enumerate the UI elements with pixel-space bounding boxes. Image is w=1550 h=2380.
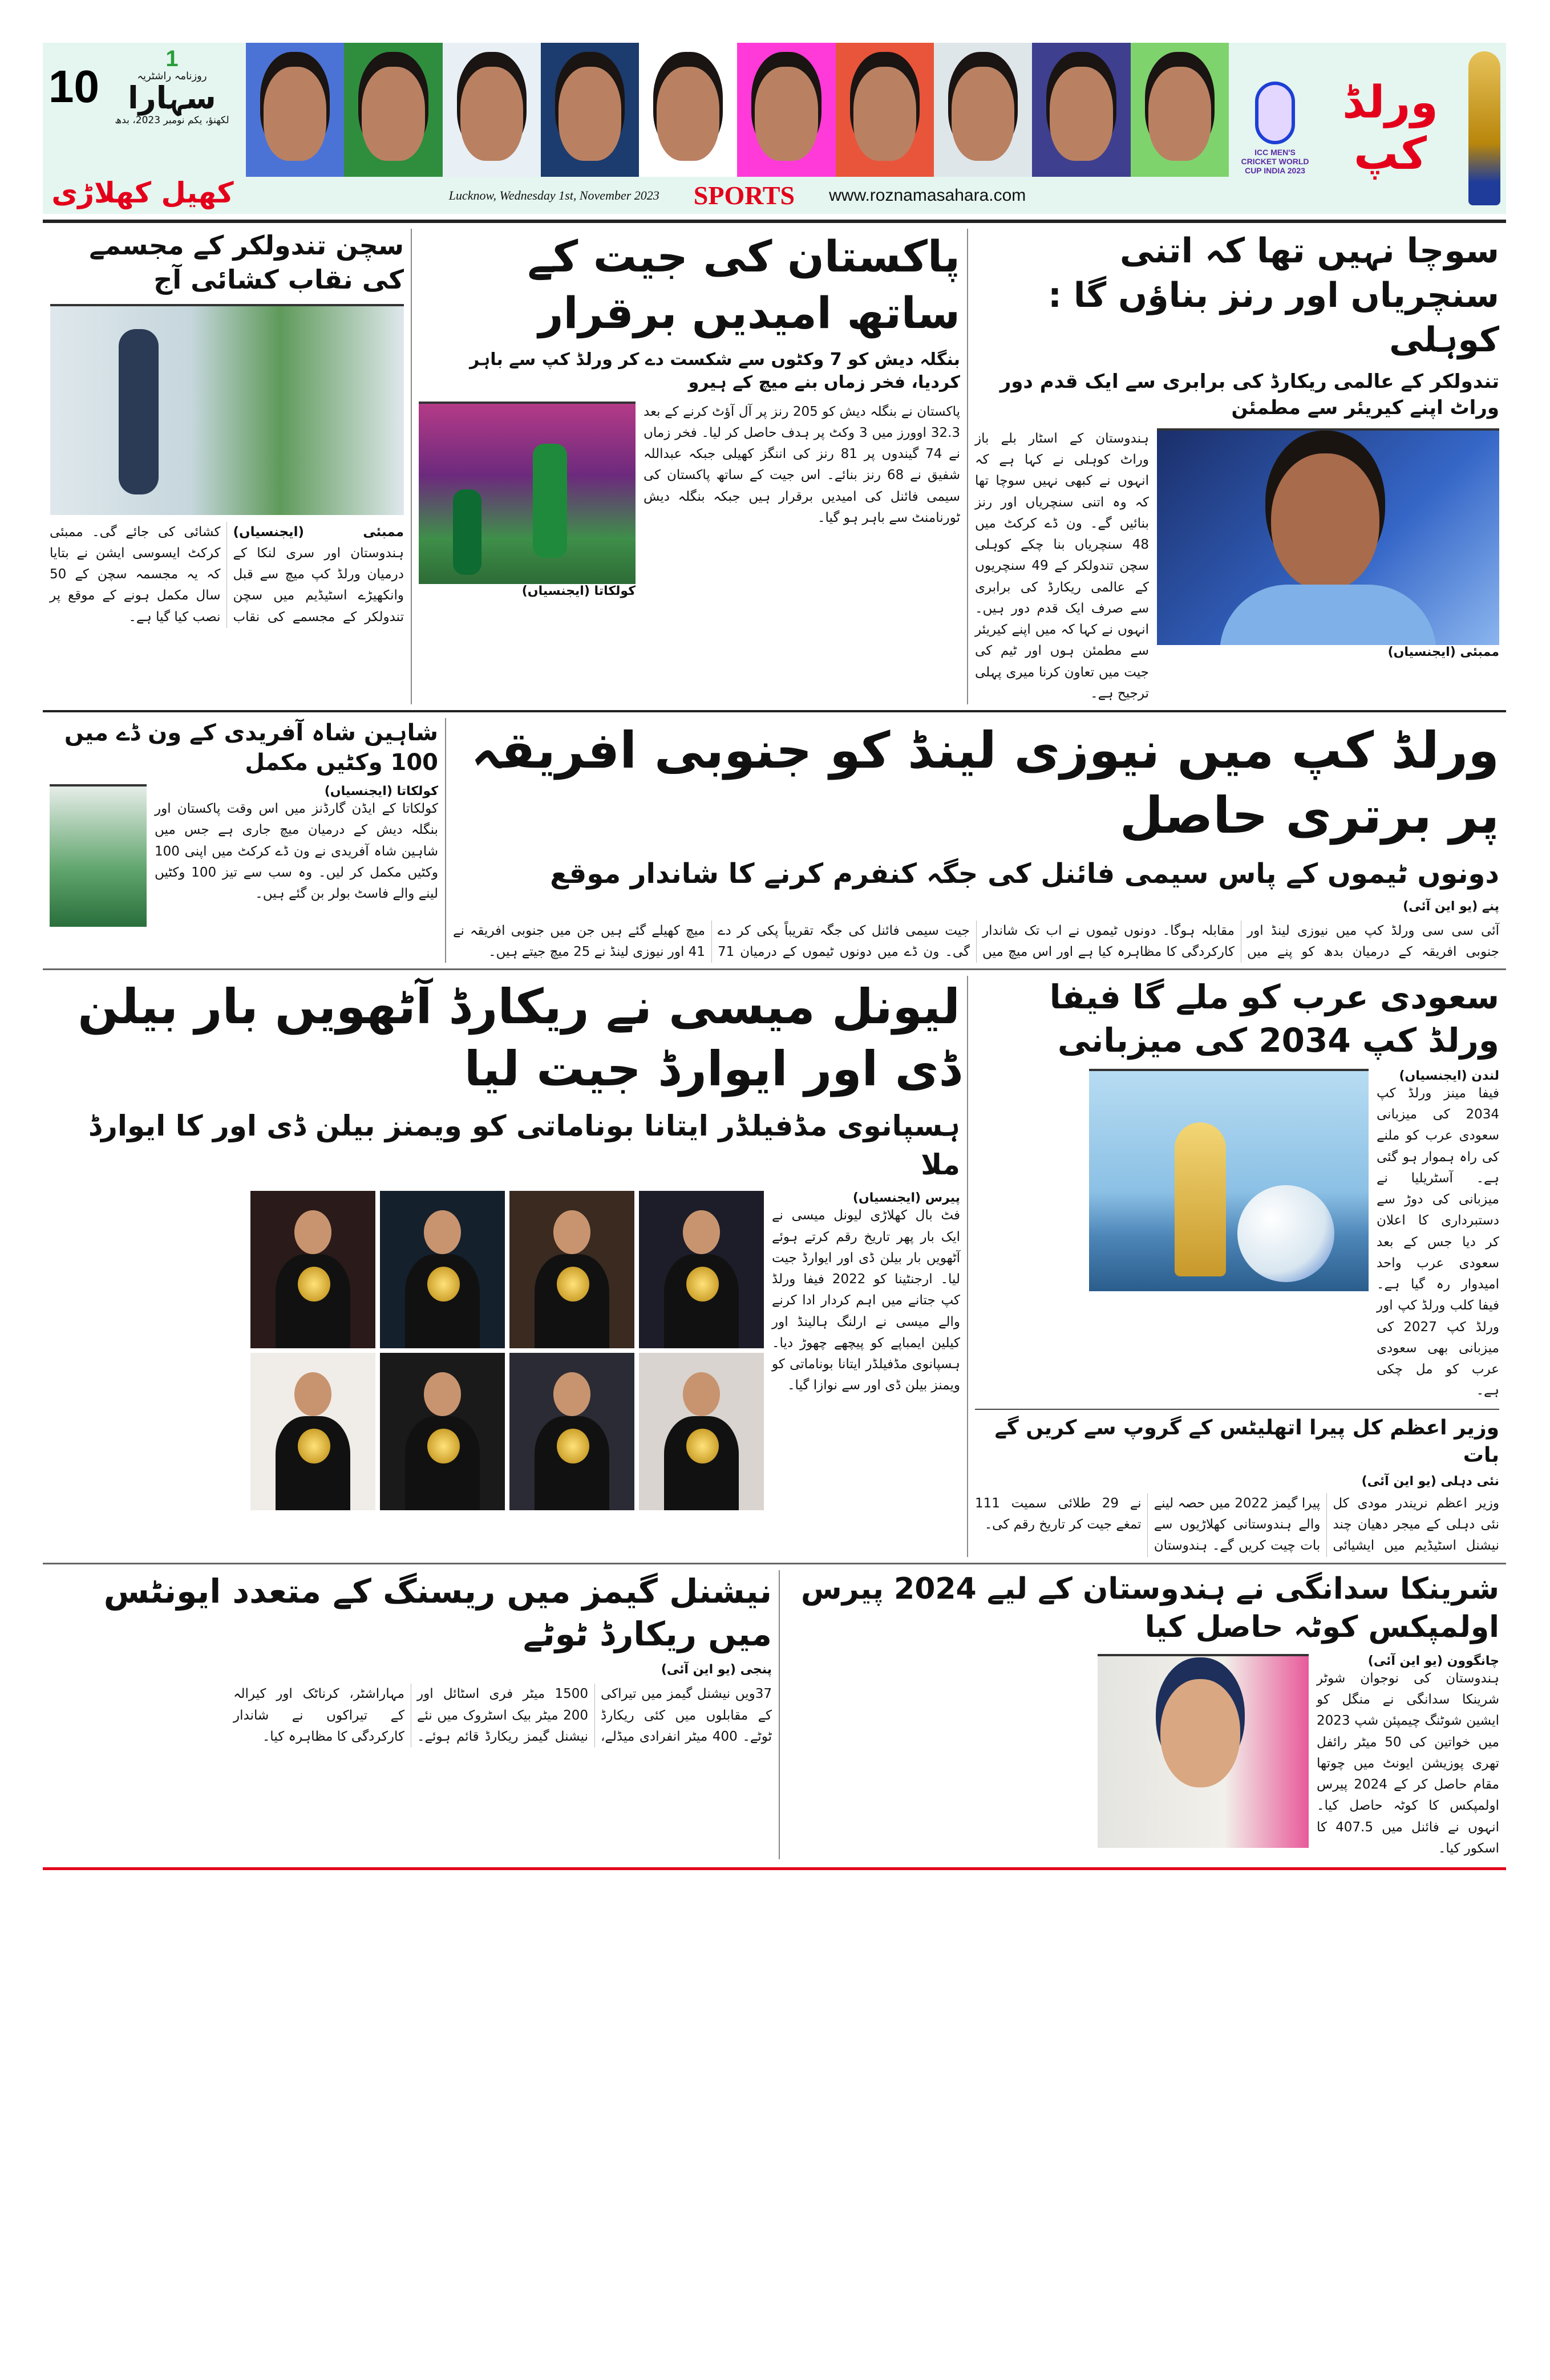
footer-rule — [43, 1867, 1506, 1870]
masthead — [43, 43, 1506, 214]
dateline: لندن (ایجنسیاں) — [1399, 1068, 1499, 1083]
headline: نیشنل گیمز میں ریسنگ کے متعدد ایونٹس میں ریکارڈ ٹوٹے — [103, 1571, 772, 1653]
cricket-world-cup-logo — [1238, 82, 1312, 175]
logo-tagline: روزنامہ راشٹریہ — [137, 70, 207, 82]
article-body — [644, 402, 960, 529]
divider — [43, 710, 1506, 712]
shooter-photo — [1098, 1654, 1309, 1848]
messi-photo — [509, 1353, 634, 1510]
photo-caption: کولکاتا (ایجنسیاں) — [521, 583, 636, 598]
body-text: ہندوستان کی نوجوان شوٹر شرینکا سدانگی نے منگل کو ایشین شوٹنگ چیمپئن شپ 2023 میں خواتین کی 50 میٹر رائفل تھری پوزیشن ایونٹ میں چوتھا مقام حاصل کر کے 2024 پیرس اولمپکس کا کوٹہ حاصل کیا۔ انہوں نے فائنل میں 407.5 کا اسکور کیا۔ — [1317, 1671, 1500, 1856]
section-title-urdu: کھیل کھلاڑی — [51, 176, 234, 209]
world-cup-trophy-photo — [1089, 1069, 1369, 1291]
photo-caption: ممبئی (ایجنسیاں) — [1387, 644, 1499, 659]
urdu-date: لکھنؤ، یکم نومبر 2023، بدھ — [115, 114, 229, 126]
divider — [43, 220, 1506, 223]
player-photo — [246, 43, 344, 177]
masthead-left — [48, 43, 237, 214]
article-sachin-statue — [43, 229, 411, 704]
messi-photo-collage — [250, 1191, 764, 1510]
player-photo — [443, 43, 541, 177]
messi-photo — [639, 1353, 764, 1510]
article-kohli — [967, 229, 1506, 704]
headline: سعودی عرب کو ملے گا فیفا ورلڈ کپ 2034 کی میزبانی — [1049, 978, 1499, 1060]
player-photo — [737, 43, 835, 177]
kohli-photo — [1157, 428, 1499, 645]
article-body — [155, 798, 438, 905]
subheadline: تندولکر کے عالمی ریکارڈ کی برابری سے ایک قدم دور وراٹ اپنے کیریئر سے مطمئن — [999, 370, 1499, 419]
divider — [43, 1563, 1506, 1564]
body-text: کولکاتا کے ایڈن گارڈنز میں اس وقت پاکستان اور بنگلہ دیش کے درمیان میچ جاری ہے جس میں شاہین شاہ آفریدی نے ون ڈے کرکٹ میں اپنی 100 وکٹیں مکمل کر لیں۔ وہ سب سے تیز 100 وکٹیں لینے والے فاسٹ بولر بن گئے ہیں۔ — [155, 801, 438, 902]
trophy-icon — [1468, 51, 1500, 205]
article-pakistan — [411, 229, 967, 704]
body-text: پاکستان نے بنگلہ دیش کو 205 رنز پر آل آؤٹ کرنے کے بعد 32.3 اوورز میں 3 وکٹ پر ہدف حاصل کر لیا۔ فخر زماں نے 74 گیندوں پر 81 رنز کی اننگز کھیلی جبکہ عبداللہ شفیق نے 68 رنز بنائے۔ اس جیت کے ساتھ پاکستان کی سیمی فائنل کی امیدیں برقرار ہیں جبکہ بنگلہ دیش ٹورنامنٹ سے باہر ہو گیا۔ — [644, 404, 961, 525]
messi-photo — [380, 1191, 505, 1348]
body-text: فیفا مینز ورلڈ کپ 2034 کی میزبانی سعودی عرب کو ملنے کی راہ ہموار ہو گئی ہے۔ آسٹریلیا نے میزبانی کی دوڑ سے دستبرداری کا اعلان کر دیا جس کے بعد سعودی عرب واحد امیدوار رہ گیا ہے۔ فیفا کلب ورلڈ کپ اور ورلڈ کپ 2027 کی میزبانی بھی سعودی عرب کو مل چکی ہے۔ — [1377, 1085, 1500, 1398]
logo-emblem-icon: 1 — [165, 46, 179, 71]
pm-news-box — [975, 1409, 1499, 1557]
dateline: پنے (یو این آئی) — [1403, 899, 1499, 914]
player-photo — [639, 43, 737, 177]
body-text: وزیر اعظم نریندر مودی کل نئی دہلی کے میجر دھیان چند نیشنل اسٹیڈیم میں ایشیائی پیرا گیمز 2022 میں حصہ لینے والے ہندوستانی کھلاڑیوں سے بات چیت کریں گے۔ ہندوستان نے 29 طلائی سمیت 111 تمغے جیت کر تاریخ رقم کی۔ — [975, 1495, 1499, 1554]
headline: ورلڈ کپ میں نیوزی لینڈ کو جنوبی افریقہ پر برتری حاصل — [471, 721, 1499, 845]
world-cup-emblem-icon — [1255, 82, 1295, 144]
player-photo — [1131, 43, 1229, 177]
body-text: آئی سی سی ورلڈ کپ میں نیوزی لینڈ اور جنوبی افریقہ کے درمیان بدھ کو پنے میں مقابلہ ہوگا۔ دونوں ٹیموں نے اب تک شاندار کارکردگی کا مظاہرہ کیا ہے اور اس میچ میں جیت سیمی فائنل کی جگہ تقریباً پکی کر دے گی۔ ون ڈے میں دونوں ٹیموں کے درمیان 71 میچ کھیلے گئے ہیں جن میں جنوبی افریقہ نے 41 اور نیوزی لینڈ نے 25 میچ جیتے ہیں۔ — [453, 923, 1499, 959]
body-text: فٹ بال کھلاڑی لیونل میسی نے ایک بار پھر تاریخ رقم کرتے ہوئے آٹھویں بار بیلن ڈی اور ایوارڈ جیت لیا۔ ارجنٹینا کو 2022 فیفا ورلڈ کپ جتانے میں اہم کردار ادا کرنے والے میسی نے ارلنگ ہالینڈ اور کیلین ایمباپے کو پیچھے چھوڑ دیا۔ ہسپانوی مڈفیلڈر ایتانا بوناماتی کو ویمنز بیلن ڈی اور سے نوازا گیا۔ — [772, 1208, 961, 1393]
pm-headline: وزیر اعظم کل پیرا اتھلیٹس کے گروپ سے کریں گے بات — [994, 1416, 1499, 1467]
player-photo — [541, 43, 639, 177]
body-text: ہندوستان اور سری لنکا کے درمیان ورلڈ کپ میچ سے قبل وانکھیڑے اسٹیڈیم میں سچن تندولکر کے مجسمے کی نقاب کشائی کی جائے گی۔ ممبئی کرکٹ ایسوسی ایشن نے بتایا کہ یہ مجسمہ سچن کے 50 سال مکمل ہونے کے موقع پر نصب کیا گیا ہے۔ — [50, 524, 404, 625]
messi-photo — [380, 1353, 505, 1510]
article-body — [453, 921, 1499, 963]
dateline: نئی دہلی (یو این آئی) — [1361, 1474, 1499, 1489]
headline: لیونل میسی نے ریکارڈ آٹھویں بار بیلن ڈی اور ایوارڈ جیت لیا — [78, 979, 960, 1097]
dateline: پیرس (ایجنسیاں) — [852, 1191, 960, 1206]
messi-photo — [639, 1191, 764, 1348]
player-photo — [836, 43, 934, 177]
row-2 — [43, 718, 1506, 963]
subheadline: بنگلہ دیش کو 7 وکٹوں سے شکست دے کر ورلڈ کپ سے باہر کردیا، فخر زماں بنے میچ کے ہیرو — [469, 349, 960, 393]
article-body — [975, 1493, 1499, 1557]
page-number: 10 — [48, 60, 99, 112]
article-shaheen — [43, 718, 445, 963]
messi-photo — [250, 1353, 375, 1510]
divider — [43, 968, 1506, 970]
row-1 — [43, 229, 1506, 704]
headline: شرینکا سدانگی نے ہندوستان کے لیے 2024 پیرس اولمپکس کوٹہ حاصل کیا — [801, 1571, 1499, 1645]
dateline: ممبئی (ایجنسیاں) — [233, 524, 404, 540]
article-national-games-swimming — [43, 1570, 779, 1859]
headline: شاہین شاہ آفریدی کے ون ڈے میں 100 وکٹیں مکمل — [64, 720, 438, 776]
headline: سوچا نہیں تھا کہ اتنی سنچریاں اور رنز بناؤں گا : کوہلی — [1047, 231, 1499, 360]
logo-name: سہارا — [128, 80, 216, 116]
dateline: پنجی (یو این آئی) — [661, 1663, 772, 1677]
shaheen-photo — [50, 784, 147, 927]
player-photo — [344, 43, 442, 177]
section-title-english: SPORTS — [693, 181, 795, 210]
article-shooting-olympic-quota — [779, 1570, 1506, 1859]
article-body — [1317, 1668, 1499, 1859]
messi-photo — [509, 1191, 634, 1348]
subheadline: دونوں ٹیموں کے پاس سیمی فائنل کی جگہ کنفرم کرنے کا شاندار موقع — [550, 857, 1499, 890]
article-body — [772, 1205, 960, 1396]
article-messi — [43, 976, 967, 1556]
body-text: ہندوستان کے اسٹار بلے باز وراٹ کوہلی نے کہا ہے کہ انہوں نے کبھی نہیں سوچا تھا کہ وہ اتنی سنچریاں اور رنز بنائیں گے۔ ون ڈے کرکٹ میں 48 سنچریاں بنا چکے کوہلی سچن تندولکر کے 49 سنچریوں کے عالمی ریکارڈ کی برابری سے صرف ایک قدم دور ہیں۔ انہوں نے کہا کہ میں اپنے کیریئر سے مطمئن ہوں اور ٹیم کی جیت میں تعاون کرنا میری پہلی ترجیح ہے۔ — [975, 431, 1149, 701]
masthead-center — [246, 43, 1229, 214]
player-photo-strip — [246, 43, 1229, 177]
headline: سچن تندولکر کے مجسمے کی نقاب کشائی آج — [89, 230, 404, 295]
masthead-right — [1238, 43, 1500, 214]
headline: پاکستان کی جیت کے ساتھ امیدیں برقرار — [527, 231, 960, 338]
world-cup-title: ورلڈ کپ — [1342, 77, 1438, 180]
player-photo — [1032, 43, 1130, 177]
wc-logo-text: ICC MEN'S CRICKET WORLD CUP INDIA 2023 — [1241, 148, 1309, 175]
newspaper-logo — [107, 47, 237, 126]
article-nz-vs-sa — [445, 718, 1506, 963]
row-4 — [43, 1570, 1506, 1859]
article-body — [50, 1684, 772, 1748]
article-body — [975, 428, 1149, 704]
player-photo — [934, 43, 1032, 177]
article-saudi-world-cup — [967, 976, 1506, 1556]
english-date: Lucknow, Wednesday 1st, November 2023 — [448, 188, 659, 202]
sachin-statue-photo — [50, 304, 404, 515]
website-link[interactable]: www.roznamasahara.com — [829, 185, 1026, 205]
row-3 — [43, 976, 1506, 1556]
dateline: کولکاتا (ایجنسیاں) — [324, 784, 438, 799]
pakistan-match-photo — [419, 402, 636, 584]
article-body — [50, 522, 404, 628]
messi-photo — [250, 1191, 375, 1348]
article-body — [1377, 1083, 1499, 1402]
subheadline: ہسپانوی مڈفیلڈر ایتانا بوناماتی کو ویمنز بیلن ڈی اور کا ایوارڈ ملا — [88, 1109, 960, 1181]
dateline: چانگوون (یو این آئی) — [1367, 1653, 1499, 1668]
body-text: 37ویں نیشنل گیمز میں تیراکی کے مقابلوں میں کئی ریکارڈ ٹوٹے۔ 400 میٹر انفرادی میڈلے، 1500 میٹر فری اسٹائل اور 200 میٹر بیک اسٹروک میں نئے نیشنل گیمز ریکارڈ قائم ہوئے۔ مہاراشٹر، کرناٹک اور کیرالہ کے تیراکوں نے شاندار کارکردگی کا مظاہرہ کیا۔ — [233, 1686, 772, 1744]
